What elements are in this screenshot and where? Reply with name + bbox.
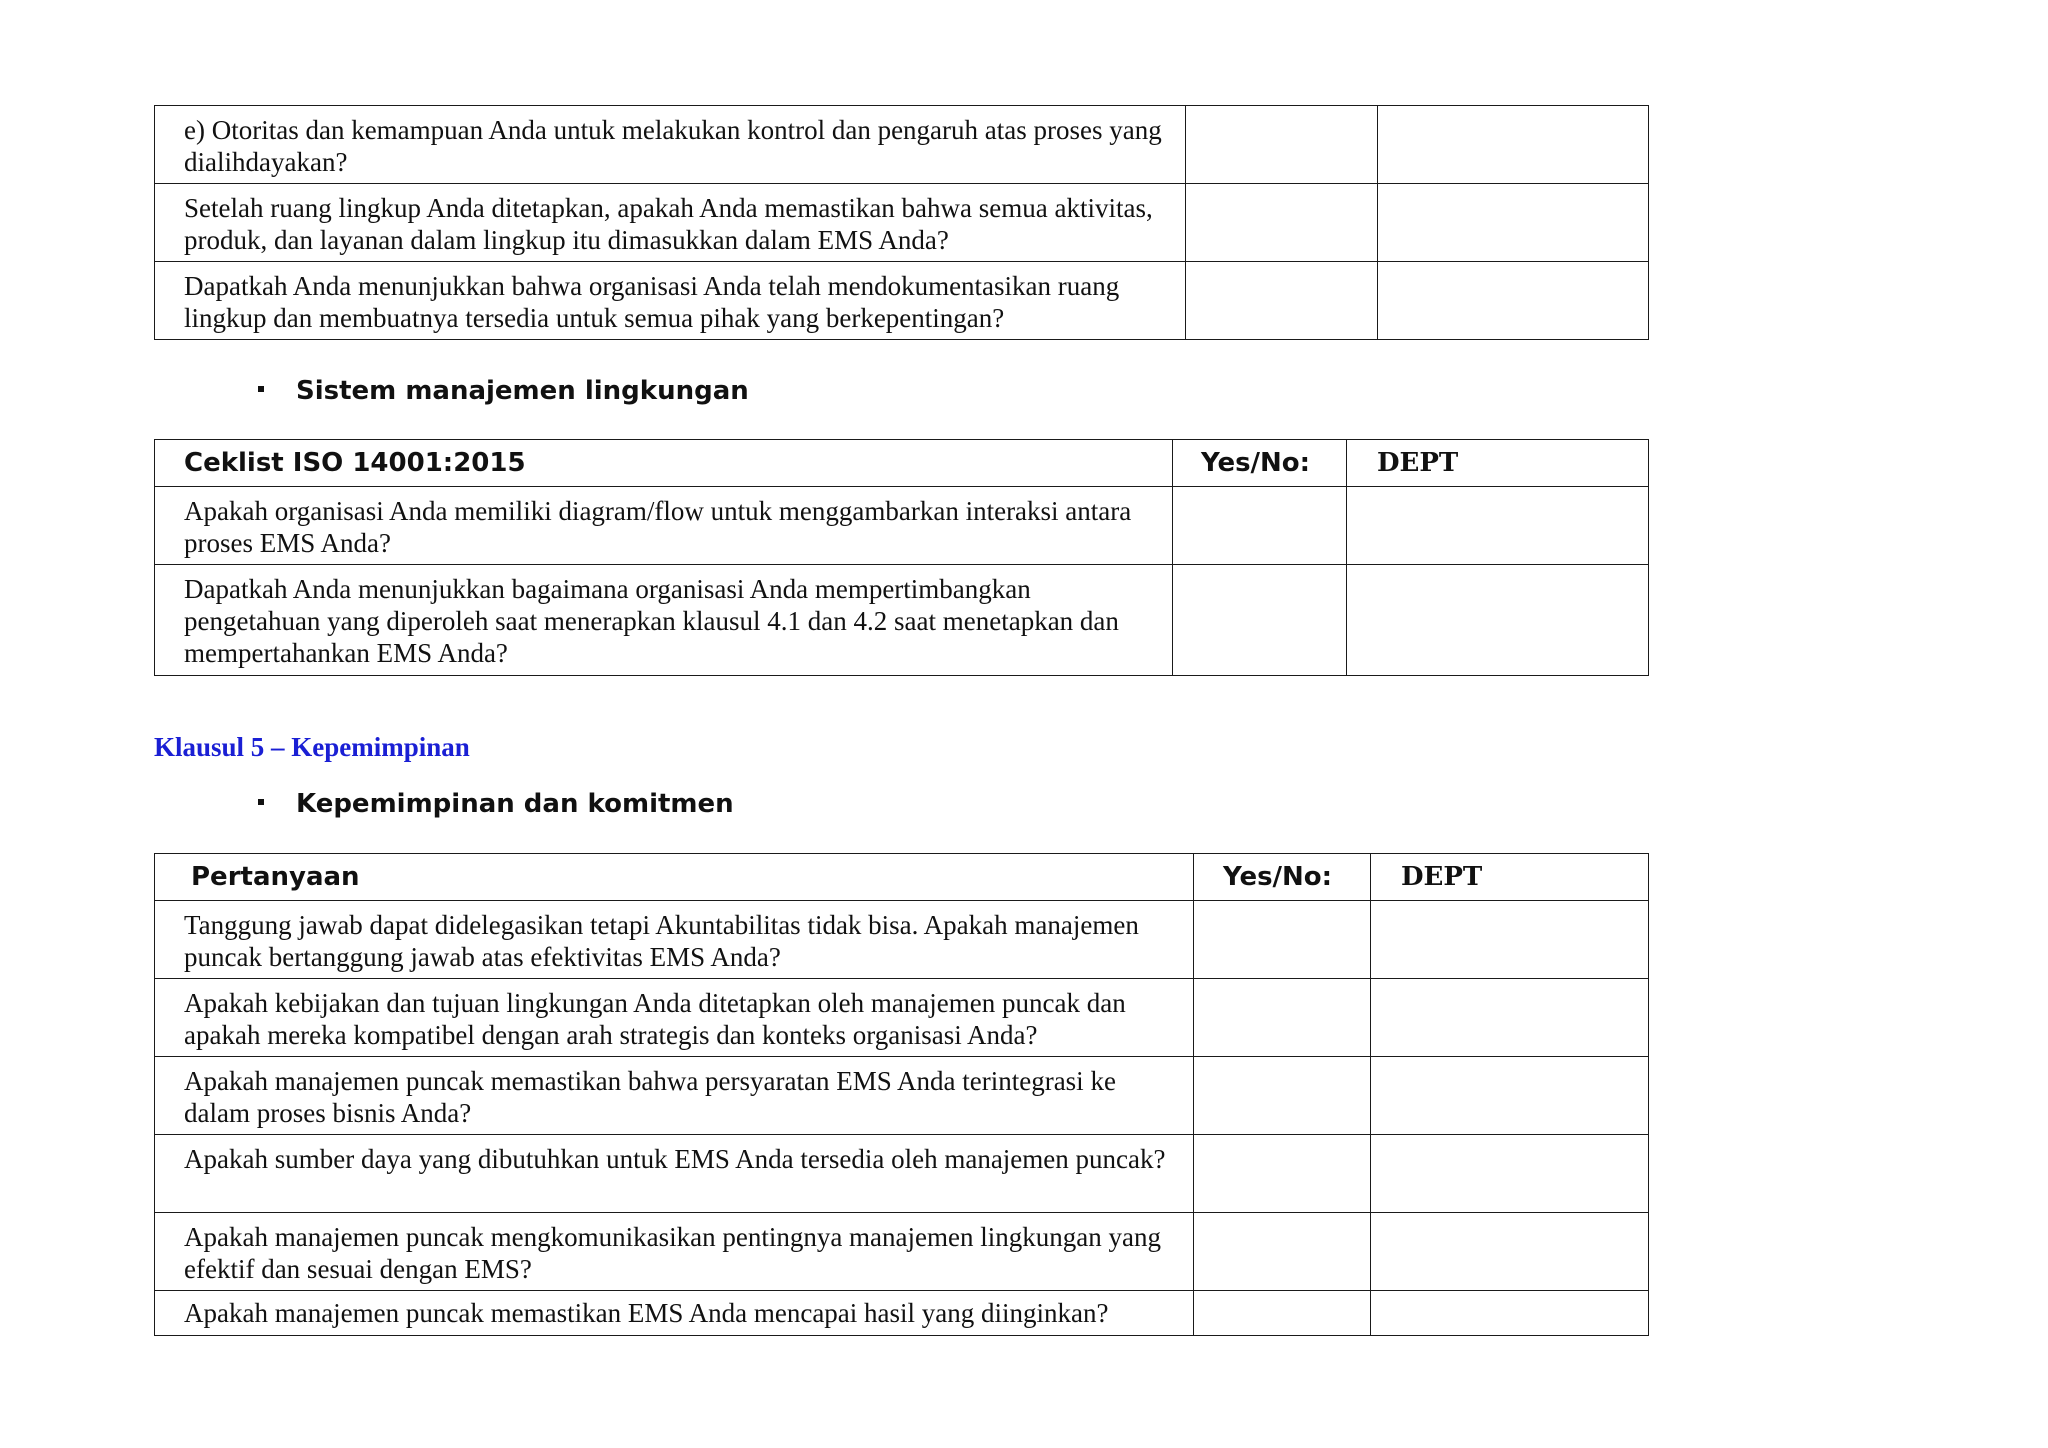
question-cell: e) Otoritas dan kemampuan Anda untuk melakukan kontrol dan pengaruh atas proses yang dialihdayakan? (155, 106, 1186, 184)
table-row (155, 1291, 1649, 1336)
dept-cell[interactable] (1378, 262, 1649, 340)
dept-cell[interactable] (1371, 1135, 1649, 1213)
column-header-question: Ceklist ISO 14001:2015 (155, 440, 1173, 487)
table-row (155, 565, 1649, 676)
question-cell: Apakah manajemen puncak memastikan EMS Anda mencapai hasil yang diinginkan? (155, 1291, 1194, 1336)
subsection-heading-sistem-manajemen (258, 375, 749, 407)
bullet-icon (258, 386, 264, 392)
dept-cell[interactable] (1347, 487, 1649, 565)
question-cell: Apakah manajemen puncak memastikan bahwa persyaratan EMS Anda terintegrasi ke dalam proses bisnis Anda? (155, 1057, 1194, 1135)
question-cell: Apakah kebijakan dan tujuan lingkungan Anda ditetapkan oleh manajemen puncak dan apakah mereka kompatibel dengan arah strategis dan konteks organisasi Anda? (155, 979, 1194, 1057)
dept-cell[interactable] (1371, 1057, 1649, 1135)
question-cell: Dapatkah Anda menunjukkan bagaimana organisasi Anda mempertimbangkan pengetahuan yang diperoleh saat menerapkan klausul 4.1 dan 4.2 saat menetapkan dan mempertahankan EMS Anda? (155, 565, 1173, 676)
question-cell: Dapatkah Anda menunjukkan bahwa organisasi Anda telah mendokumentasikan ruang lingkup dan membuatnya tersedia untuk semua pihak yang berkepentingan? (155, 262, 1186, 340)
column-header-dept: DEPT (1371, 854, 1649, 901)
yes-no-cell[interactable] (1194, 1213, 1371, 1291)
checklist-table-continued (154, 105, 1649, 340)
dept-cell[interactable] (1371, 901, 1649, 979)
checklist-table-kepemimpinan (154, 853, 1649, 1336)
yes-no-cell[interactable] (1194, 1291, 1371, 1336)
table-header-row (155, 440, 1649, 487)
table-row (155, 487, 1649, 565)
table-row (155, 979, 1649, 1057)
table-row (155, 1213, 1649, 1291)
column-header-yes-no: Yes/No: (1173, 440, 1347, 487)
yes-no-cell[interactable] (1194, 1057, 1371, 1135)
question-cell: Apakah organisasi Anda memiliki diagram/flow untuk menggambarkan interaksi antara proses EMS Anda? (155, 487, 1173, 565)
dept-cell[interactable] (1371, 979, 1649, 1057)
bullet-icon (258, 799, 264, 805)
column-header-dept: DEPT (1347, 440, 1649, 487)
table-row (155, 184, 1649, 262)
table-row (155, 901, 1649, 979)
table-row (155, 262, 1649, 340)
subsection-title: Sistem manajemen lingkungan (296, 376, 749, 406)
dept-cell[interactable] (1371, 1291, 1649, 1336)
dept-cell[interactable] (1371, 1213, 1649, 1291)
table-header-row (155, 854, 1649, 901)
yes-no-cell[interactable] (1194, 1135, 1371, 1213)
table-row (155, 1057, 1649, 1135)
column-header-question: Pertanyaan (155, 854, 1194, 901)
table-row (155, 106, 1649, 184)
dept-cell[interactable] (1347, 565, 1649, 676)
table-row (155, 1135, 1649, 1213)
question-cell: Setelah ruang lingkup Anda ditetapkan, apakah Anda memastikan bahwa semua aktivitas, produk, dan layanan dalam lingkup itu dimasukkan dalam EMS Anda? (155, 184, 1186, 262)
yes-no-cell[interactable] (1194, 901, 1371, 979)
checklist-table-sistem-manajemen (154, 439, 1649, 676)
yes-no-cell[interactable] (1186, 184, 1378, 262)
yes-no-cell[interactable] (1186, 106, 1378, 184)
subsection-title: Kepemimpinan dan komitmen (296, 789, 734, 819)
subsection-heading-kepemimpinan (258, 788, 734, 820)
dept-cell[interactable] (1378, 184, 1649, 262)
yes-no-cell[interactable] (1173, 487, 1347, 565)
question-cell: Apakah sumber daya yang dibutuhkan untuk EMS Anda tersedia oleh manajemen puncak? (155, 1135, 1194, 1213)
yes-no-cell[interactable] (1186, 262, 1378, 340)
yes-no-cell[interactable] (1194, 979, 1371, 1057)
question-cell: Tanggung jawab dapat didelegasikan tetapi Akuntabilitas tidak bisa. Apakah manajemen puncak bertanggung jawab atas efektivitas EMS Anda? (155, 901, 1194, 979)
dept-cell[interactable] (1378, 106, 1649, 184)
section-heading-klausul-5: Klausul 5 – Kepemimpinan (154, 732, 470, 762)
column-header-yes-no: Yes/No: (1194, 854, 1371, 901)
yes-no-cell[interactable] (1173, 565, 1347, 676)
question-cell: Apakah manajemen puncak mengkomunikasikan pentingnya manajemen lingkungan yang efektif dan sesuai dengan EMS? (155, 1213, 1194, 1291)
